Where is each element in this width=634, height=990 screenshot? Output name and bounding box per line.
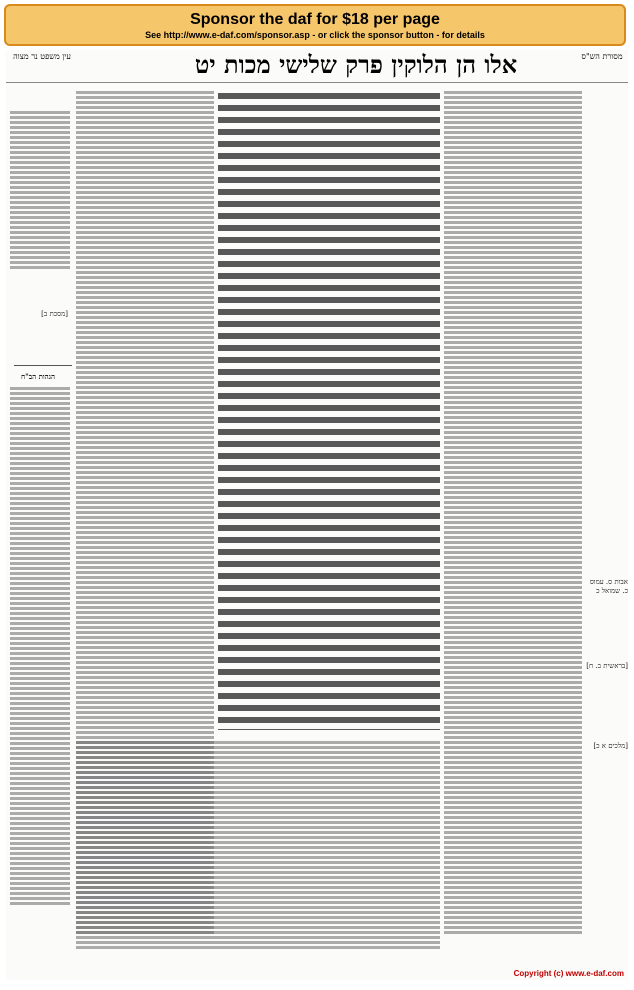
sponsor-subtitle[interactable]: See http://www.e-daf.com/sponsor.asp - or click the sponsor button - for details [145, 30, 485, 40]
sponsor-title: Sponsor the daf for $18 per page [190, 11, 440, 28]
ein-mishpat-notes [10, 110, 70, 270]
gemara-column [218, 90, 440, 730]
rashi-text [444, 90, 582, 935]
hagahot-habach-title: הגהות הב"ח [20, 372, 56, 381]
copyright-footer[interactable]: Copyright (c) www.e-daf.com [513, 969, 624, 978]
bottom-commentary [76, 740, 440, 950]
talmud-page [6, 50, 628, 980]
sponsor-banner[interactable] [4, 4, 626, 46]
right-margin-column [586, 90, 628, 970]
header-rule [6, 82, 628, 83]
masoret-hashas-label: מסורת הש"ס [581, 52, 623, 61]
hagahot-habach-text [10, 386, 70, 906]
gemara-text [218, 90, 440, 730]
margin-note: אבות ס. עמוס כ. שמואל כ [589, 578, 628, 595]
rashi-column [444, 90, 582, 935]
margin-note: [בראשית ב. ח] [586, 662, 628, 670]
page-header-title: אלו הן הלוקין פרק שלישי מכות יט [194, 50, 518, 79]
margin-note: [מלכים א כ] [593, 742, 628, 750]
section-divider [14, 365, 72, 366]
margin-note: [מסכת ב] [41, 310, 68, 318]
ein-mishpat-label: עין משפט נר מצוה [13, 52, 71, 61]
bottom-commentary-text [76, 740, 440, 950]
left-margin-column [8, 90, 72, 970]
